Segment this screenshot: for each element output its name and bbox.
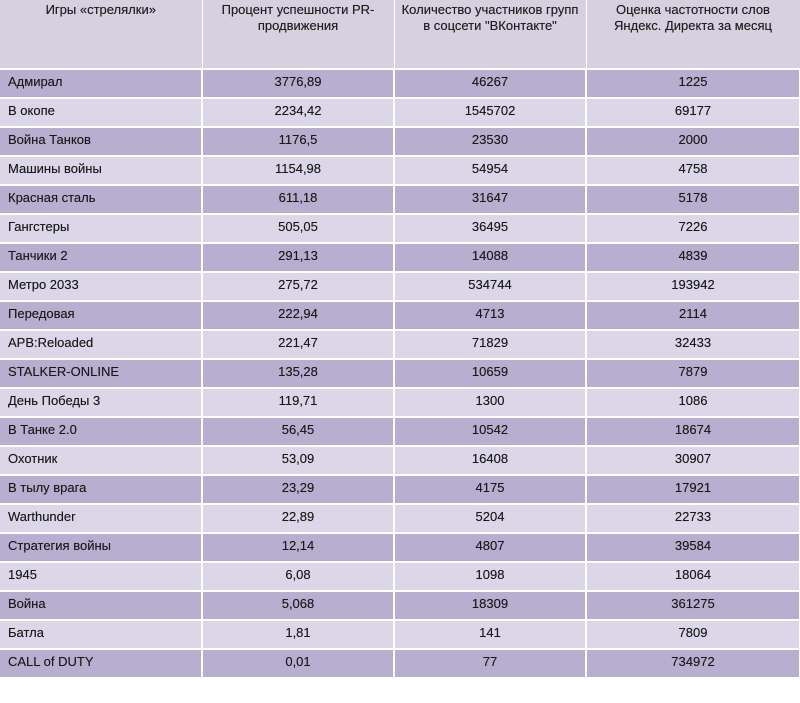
- pr-success-cell: 5,068: [202, 591, 394, 620]
- game-name-cell: Машины войны: [0, 156, 202, 185]
- yandex-frequency-cell: 18674: [586, 417, 800, 446]
- game-name-cell: В тылу врага: [0, 475, 202, 504]
- table-row: [0, 272, 800, 301]
- pr-success-cell: 291,13: [202, 243, 394, 272]
- game-name-cell: Стратегия войны: [0, 533, 202, 562]
- header-row: [0, 0, 800, 69]
- vk-members-cell: 10542: [394, 417, 586, 446]
- vk-members-cell: 141: [394, 620, 586, 649]
- game-name-cell: CALL of DUTY: [0, 649, 202, 678]
- game-name-cell: Танчики 2: [0, 243, 202, 272]
- pr-success-cell: 1,81: [202, 620, 394, 649]
- yandex-frequency-cell: 193942: [586, 272, 800, 301]
- pr-success-cell: 53,09: [202, 446, 394, 475]
- yandex-frequency-cell: 361275: [586, 591, 800, 620]
- table-row: [0, 417, 800, 446]
- vk-members-cell: 54954: [394, 156, 586, 185]
- table-body: [0, 69, 800, 678]
- yandex-frequency-cell: 7226: [586, 214, 800, 243]
- table-row: [0, 330, 800, 359]
- game-name-cell: Адмирал: [0, 69, 202, 98]
- vk-members-cell: 534744: [394, 272, 586, 301]
- pr-success-cell: 0,01: [202, 649, 394, 678]
- vk-members-cell: 16408: [394, 446, 586, 475]
- game-name-cell: Передовая: [0, 301, 202, 330]
- yandex-frequency-cell: 4758: [586, 156, 800, 185]
- table-row: [0, 359, 800, 388]
- yandex-frequency-cell: 22733: [586, 504, 800, 533]
- table-row: [0, 533, 800, 562]
- table-row: [0, 301, 800, 330]
- yandex-frequency-cell: 734972: [586, 649, 800, 678]
- vk-members-cell: 4713: [394, 301, 586, 330]
- pr-success-cell: 119,71: [202, 388, 394, 417]
- vk-members-cell: 71829: [394, 330, 586, 359]
- header-vk-members: Количество участников групп в соцсети "ВКонтакте": [394, 0, 586, 69]
- table-header: [0, 0, 800, 69]
- pr-success-cell: 505,05: [202, 214, 394, 243]
- game-name-cell: В окопе: [0, 98, 202, 127]
- table-row: [0, 214, 800, 243]
- game-name-cell: В Танке 2.0: [0, 417, 202, 446]
- game-name-cell: Война Танков: [0, 127, 202, 156]
- vk-members-cell: 23530: [394, 127, 586, 156]
- yandex-frequency-cell: 32433: [586, 330, 800, 359]
- pr-success-cell: 222,94: [202, 301, 394, 330]
- table-row: [0, 475, 800, 504]
- header-pr-success: Процент успешности PR-продвижения: [202, 0, 394, 69]
- vk-members-cell: 10659: [394, 359, 586, 388]
- yandex-frequency-cell: 1086: [586, 388, 800, 417]
- pr-success-cell: 611,18: [202, 185, 394, 214]
- pr-success-cell: 56,45: [202, 417, 394, 446]
- pr-success-cell: 1176,5: [202, 127, 394, 156]
- game-name-cell: Батла: [0, 620, 202, 649]
- yandex-frequency-cell: 18064: [586, 562, 800, 591]
- vk-members-cell: 77: [394, 649, 586, 678]
- yandex-frequency-cell: 69177: [586, 98, 800, 127]
- table-row: [0, 185, 800, 214]
- table-row: [0, 446, 800, 475]
- game-name-cell: Гангстеры: [0, 214, 202, 243]
- yandex-frequency-cell: 2114: [586, 301, 800, 330]
- yandex-frequency-cell: 5178: [586, 185, 800, 214]
- vk-members-cell: 4175: [394, 475, 586, 504]
- yandex-frequency-cell: 7879: [586, 359, 800, 388]
- pr-success-cell: 1154,98: [202, 156, 394, 185]
- game-name-cell: Warthunder: [0, 504, 202, 533]
- pr-success-cell: 3776,89: [202, 69, 394, 98]
- table-row: [0, 562, 800, 591]
- table-row: [0, 127, 800, 156]
- table-row: [0, 156, 800, 185]
- vk-members-cell: 1300: [394, 388, 586, 417]
- header-yandex-frequency: Оценка частотности слов Яндекс. Директа за месяц: [586, 0, 800, 69]
- pr-success-cell: 23,29: [202, 475, 394, 504]
- yandex-frequency-cell: 2000: [586, 127, 800, 156]
- vk-members-cell: 1098: [394, 562, 586, 591]
- table-row: [0, 649, 800, 678]
- vk-members-cell: 46267: [394, 69, 586, 98]
- game-name-cell: Война: [0, 591, 202, 620]
- table-row: [0, 620, 800, 649]
- table-row: [0, 243, 800, 272]
- table-row: [0, 591, 800, 620]
- vk-members-cell: 18309: [394, 591, 586, 620]
- pr-success-cell: 221,47: [202, 330, 394, 359]
- game-name-cell: Метро 2033: [0, 272, 202, 301]
- table-row: [0, 69, 800, 98]
- game-name-cell: APB:Reloaded: [0, 330, 202, 359]
- vk-members-cell: 4807: [394, 533, 586, 562]
- table-row: [0, 504, 800, 533]
- pr-success-cell: 135,28: [202, 359, 394, 388]
- table-row: [0, 388, 800, 417]
- vk-members-cell: 5204: [394, 504, 586, 533]
- game-name-cell: Охотник: [0, 446, 202, 475]
- vk-members-cell: 31647: [394, 185, 586, 214]
- game-name-cell: День Победы 3: [0, 388, 202, 417]
- yandex-frequency-cell: 4839: [586, 243, 800, 272]
- pr-success-cell: 6,08: [202, 562, 394, 591]
- yandex-frequency-cell: 30907: [586, 446, 800, 475]
- pr-success-cell: 275,72: [202, 272, 394, 301]
- pr-success-cell: 22,89: [202, 504, 394, 533]
- yandex-frequency-cell: 39584: [586, 533, 800, 562]
- game-name-cell: Красная сталь: [0, 185, 202, 214]
- pr-success-cell: 12,14: [202, 533, 394, 562]
- vk-members-cell: 14088: [394, 243, 586, 272]
- yandex-frequency-cell: 7809: [586, 620, 800, 649]
- yandex-frequency-cell: 1225: [586, 69, 800, 98]
- game-name-cell: STALKER-ONLINE: [0, 359, 202, 388]
- game-name-cell: 1945: [0, 562, 202, 591]
- yandex-frequency-cell: 17921: [586, 475, 800, 504]
- table-row: [0, 98, 800, 127]
- vk-members-cell: 1545702: [394, 98, 586, 127]
- vk-members-cell: 36495: [394, 214, 586, 243]
- pr-success-cell: 2234,42: [202, 98, 394, 127]
- header-games: Игры «стрелялки»: [0, 0, 202, 69]
